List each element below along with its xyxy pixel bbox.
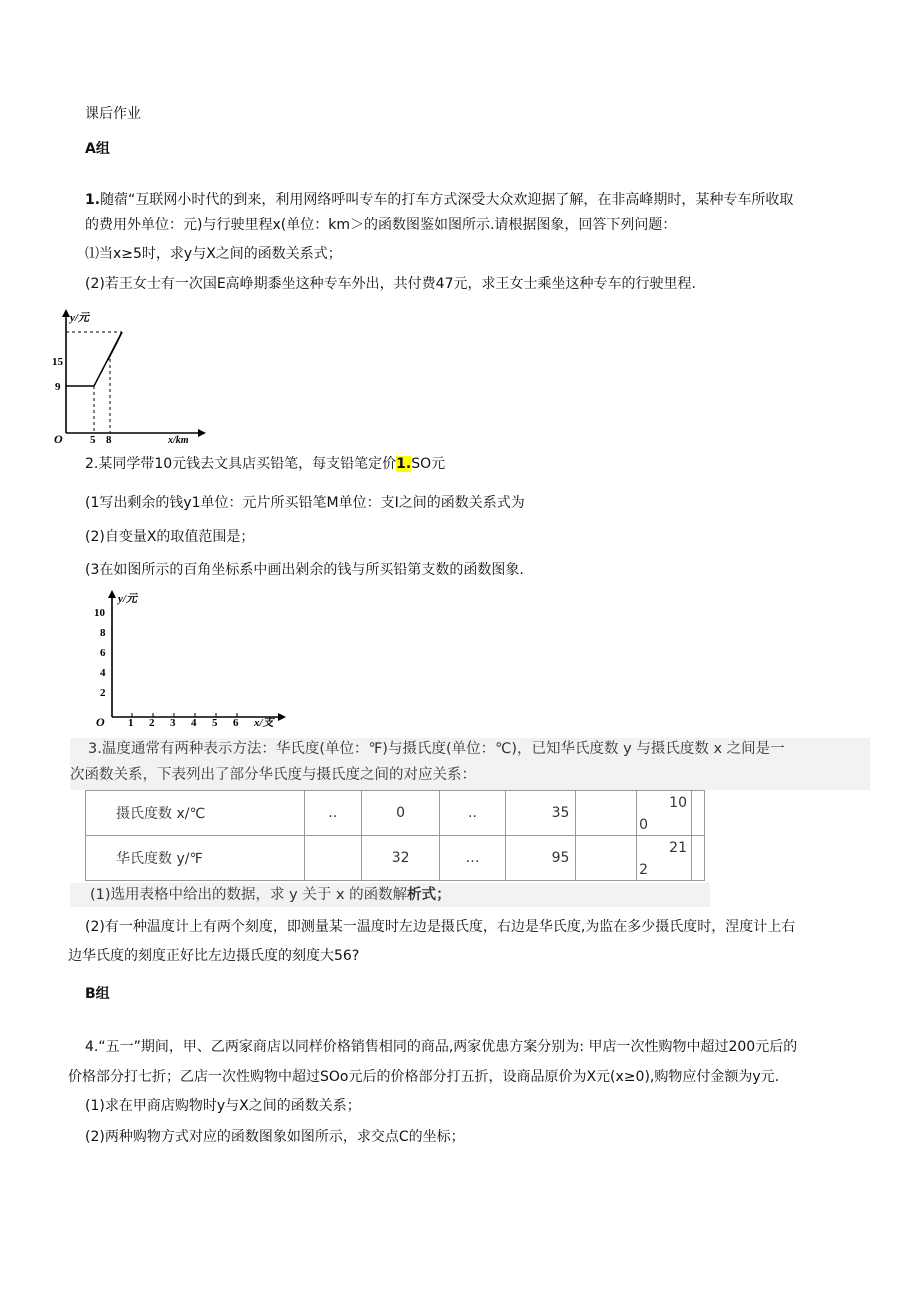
table-cell [637, 791, 692, 836]
q2-coordinate-grid [88, 586, 298, 728]
table-cell-bottom: 0 [639, 817, 648, 833]
q2-ytick-10: 10 [94, 607, 105, 619]
table-cell [304, 836, 361, 881]
q2-stem-text: 2.某同学带10元钱去文具店买铅笔，每支铅笔定价 [85, 456, 397, 472]
q2-y-label: y/元 [118, 593, 137, 605]
q1-xtick-5: 5 [90, 434, 96, 445]
table-cell: .. [304, 791, 361, 836]
q1-text-line1 [85, 190, 793, 210]
table-cell-top: 21 [669, 840, 687, 856]
q1-fare-segment [66, 332, 122, 386]
q2-ytick-4: 4 [100, 667, 106, 679]
page-title: 课后作业 [85, 106, 141, 122]
table-cell: 0 [361, 791, 440, 836]
q2-stem [85, 454, 445, 474]
q2-part1: (1写出剩余的钱y1单位：元片所买铅笔M单位：支I之间的函数关系式为 [85, 495, 525, 511]
q1-ytick-9: 9 [55, 381, 61, 393]
q3-part1-bold: 析式； [407, 887, 451, 903]
q1-part2: (2)若王女士有一次国E高峥期黍坐这种专车外出，共付费47元，求王女士乘坐这种专车的行驶里程. [85, 276, 696, 292]
table-cell-top: 10 [669, 795, 687, 811]
q2-part3: (3在如图所示的百角坐标系中画出剁余的钱与所买铅第支数的函数图象. [85, 562, 524, 578]
table-cell-bottom: 2 [639, 862, 648, 878]
q1-text-line2: 的费用外单位：元)与行驶里程x(单位：km＞的函数图鉴如图所示.请根据图象，回答下列问题： [85, 217, 677, 233]
table-cell: 35 [505, 791, 576, 836]
q2-highlight: 1. [396, 456, 412, 472]
q1-ytick-15: 15 [52, 356, 63, 368]
q2-xtick-1: 1 [128, 717, 134, 728]
table-cell: 32 [361, 836, 440, 881]
q2-part2: (2)自变量X的取值范围是； [85, 529, 255, 545]
q1-y-label: y/元 [70, 312, 89, 324]
q1-y-arrow [62, 309, 70, 317]
q1-xtick-8: 8 [106, 434, 112, 445]
table-cell: 华氏度数 y/℉ [86, 836, 305, 881]
q4-part2: (2)两种购物方式对应的函数图象如图所示，求交点C的坐标； [85, 1129, 465, 1145]
q1-x-label: x/km [168, 435, 189, 445]
table-cell [576, 791, 637, 836]
q1-fare-graph [50, 305, 210, 445]
q2-xtick-2: 2 [149, 717, 155, 728]
table-cell [576, 836, 637, 881]
q1-part1: ⑴当x≥5时，求y与X之间的函数关系式； [85, 246, 342, 262]
q3-stem-line1: 3.温度通常有两种表示方法：华氏度(单位：℉)与摄氏度(单位：℃)，已知华氏度数 y 与摄氏度数 x 之间是一 [88, 741, 785, 757]
q2-xtick-5: 5 [212, 717, 218, 728]
q4-stem-line1: 4.“五一”期间，甲、乙两家商店以同样价格销售相同的商品,两家优患方案分别为: 甲店一次性购物中超过200元后的 [85, 1039, 798, 1055]
q2-xtick-3: 3 [170, 717, 176, 728]
q2-x-label: x/支 [254, 717, 274, 728]
q2-xtick-6: 6 [233, 717, 239, 728]
q2-ytick-2: 2 [100, 687, 106, 699]
q1-number: 1. [85, 192, 101, 208]
q3-part2-line2: 边华氏度的刻度正好比左边摄氏度的刻度大56? [68, 948, 360, 964]
table-cell: .. [440, 791, 505, 836]
table-cell: 摄氏度数 x/℃ [86, 791, 305, 836]
table-row-celsius [86, 791, 705, 836]
q3-part1 [90, 885, 451, 905]
group-b-heading: B组 [85, 986, 110, 1002]
q3-part2-line1: (2)有一种温度计上有两个刻度，即测量某一温度时左边是摄氏度，右边是华氏度,为监在多少摄氏度时，涅度计上右 [85, 919, 796, 935]
table-cell: 95 [505, 836, 576, 881]
q2-stem-tail: SO元 [411, 456, 446, 472]
group-a-heading: A组 [85, 141, 110, 157]
table-cell [692, 791, 705, 836]
table-cell [692, 836, 705, 881]
q1-stem: 随蓿“互联网小时代的到来，利用网络呼叫专车的打车方式深受大众欢迎据了解，在非高峰期时，某种专车所收取 [100, 192, 794, 208]
q3-stem-line2: 次函数关系，下表列出了部分华氏度与摄氏度之间的对应关系： [70, 767, 476, 783]
q3-temperature-table [85, 790, 705, 881]
table-cell: … [440, 836, 505, 881]
q1-origin: O [54, 432, 63, 445]
q4-stem-line2: 价格部分打七折；乙店一次性购物中超过SOo元后的价格部分打五折，设商品原价为X元(x≥0),购物应付金额为y元. [68, 1069, 780, 1085]
q2-ytick-6: 6 [100, 647, 106, 659]
q1-x-arrow [198, 429, 206, 437]
q4-part1: (1)求在甲商店购物时y与X之间的函数关系； [85, 1098, 361, 1114]
q2-ytick-8: 8 [100, 627, 106, 639]
table-cell [637, 836, 692, 881]
q2-origin: O [96, 715, 105, 728]
table-row-fahrenheit [86, 836, 705, 881]
q2-xtick-4: 4 [191, 717, 197, 728]
q3-part1-text: (1)选用表格中给出的数据，求 y 关于 x 的函数解 [90, 887, 408, 903]
